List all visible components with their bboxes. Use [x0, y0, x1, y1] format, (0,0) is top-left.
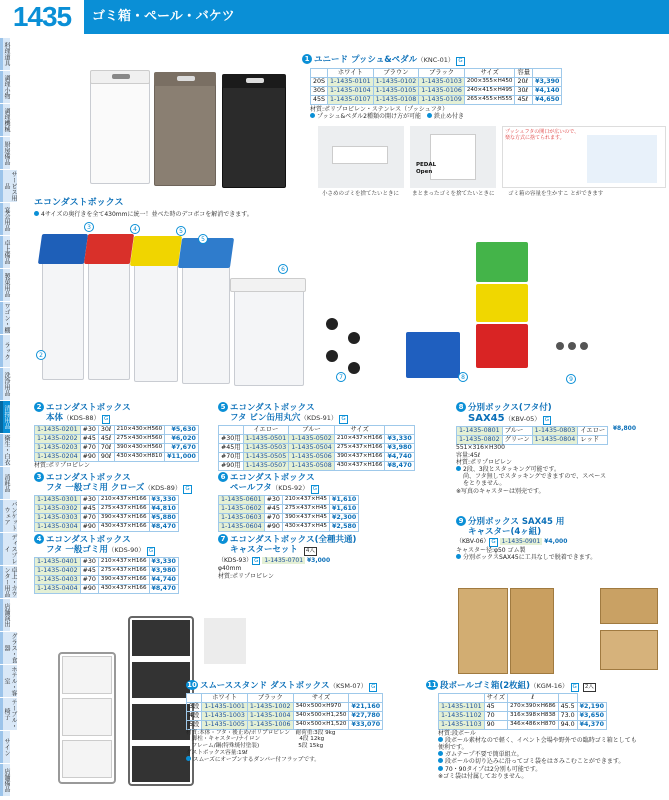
table-cell: 1-1435-0301 [35, 495, 81, 504]
table-cell: 210×437×H166 [98, 557, 149, 566]
table-cell: 1-1435-0402 [35, 566, 81, 575]
table-cell: ¥1,610 [329, 504, 358, 513]
column-header [349, 693, 383, 702]
table-cell: ¥3,390 [533, 77, 562, 86]
econ-intro: エコンダストボックス 4サイズの奥行きを全て430mmに統一！並べた時のデコボコを解消できます。 [34, 198, 334, 218]
sidebar-tab: ディスプレイ [0, 533, 17, 565]
table-cell: 20S [311, 77, 328, 86]
section-sax45: 8 分別ボックス(フタ付) SAX45（KBV-05） G 1-1435-0801 ブルー 1-1435-0803 イエロー 1-1435-0802 グリーン 1-1435-0804 レッド ¥8,800 551×316×H300 容量:45ℓ 材質:ポリプロピレン 2段、3段とスタッキング可能です。 尚、フタ無しでスタッキングできますので、スペースをとりません。 ※写真のキャスターは別売です。 [456, 403, 636, 495]
table-cell: ¥11,000 [165, 452, 199, 461]
sidebar-tab: 卓上備品 [0, 236, 10, 268]
econ-bins-photo: 3 4 5 5 6 2 [26, 222, 316, 392]
table-cell: 390×437×H166 [98, 575, 149, 584]
table-cell: #70 [80, 575, 98, 584]
table-cell: 1-1435-0203 [35, 443, 81, 452]
section-smooth-stand: 10 スムーススタンド ダストボックス（KSM-07） G ホワイト ブラック サイズ 3段 1-1435-1001 1-1435-1002 340×500×H970 ¥21,160 4段 1-1435-1003 1-1435-1004 340×500×H1,250 ¥27,780 5段 1-1435-1005 1-1435-1006 340×500×H1,520 ¥33,070 材質:本体・フタ・後止め/ポリプロピレン 耐荷重:3段 9kg 脚柱・キャスター/ナイロン 4段 12kg フレーム/鋼(特殊焼付塗装) 5段 15kg ダストボックス容量:19ℓ スムーズにオープンするダンパー付フラップです。 [186, 680, 436, 764]
unied-detail-photos: PEDAL Open プッシュフタの開口が広いので、楽な方式に捨てられます。 小さめのゴミを捨てたいときに まとまったゴミを捨てたいときに ゴミ箱の容量を生かすこ とができます [318, 126, 666, 204]
table-row [35, 566, 179, 575]
table-cell: ¥1,610 [329, 495, 358, 504]
table-cell: 20ℓ [515, 77, 533, 86]
table-cell: 1-1435-0604 [219, 522, 265, 531]
table-row [219, 452, 415, 461]
table-cell: ¥8,470 [385, 461, 414, 470]
column-header [311, 68, 328, 77]
section-econ-body: 2 エコンダストボックス 本体（KDS-88） G 1-1435-0201 #30 30ℓ 210×430×H560 ¥5,630 1-1435-0202 #45 45ℓ 275×430×H560 ¥6,020 1-1435-0203 #70 70ℓ 390×430×H560 ¥7,670 1-1435-0204 #90 90ℓ 430×430×H810 ¥11,000 材質:ポリプロピレン [34, 402, 224, 469]
table-cell: 1-1435-0404 [35, 584, 81, 593]
section-sax45-caster: 9 分別ボックス SAX45 用 キャスター(4ヶ組) （KBV-06） G 1-1435-0901 ¥4,000 キャスター径:φ50 ゴム製 分別ボックスSAX45に工具なしで脱着できます。 [456, 517, 597, 562]
table-cell: ¥3,980 [149, 566, 178, 575]
column-header: ブラウン [373, 68, 419, 77]
sax-box-photo: 8 9 [396, 238, 596, 390]
table-cell: #90 [80, 452, 98, 461]
table-cell: 1-1435-0802 [457, 436, 503, 445]
table-cell: 1-1435-0502 [289, 434, 335, 443]
table-cell: ¥3,980 [385, 443, 414, 452]
table-row [219, 495, 359, 504]
sidebar-tab: 料理道具 [0, 38, 10, 70]
table-cell: 1-1435-1101 [439, 702, 485, 711]
table-cell: #30 [80, 495, 98, 504]
table-cell: ¥6,020 [165, 434, 199, 443]
cardboard-photo [450, 582, 668, 678]
table-cell: 30S [311, 86, 328, 95]
table-row [219, 513, 359, 522]
table-row [35, 434, 199, 443]
table-row [35, 452, 199, 461]
table-cell: #30 [80, 425, 98, 434]
table-cell: 1-1435-0507 [243, 461, 289, 470]
table-cell: 3段 [187, 702, 202, 711]
table-cell: 5段 [187, 720, 202, 729]
table-cell: 1-1435-0201 [35, 425, 81, 434]
econ-body-table [34, 425, 199, 462]
table-cell: 210×430×H560 [114, 425, 165, 434]
sidebar-tab: サービス用品 [0, 170, 17, 202]
table-cell: #30 [80, 557, 98, 566]
table-row [311, 86, 562, 95]
table-row [219, 522, 359, 531]
table-cell: 1-1435-1103 [439, 720, 485, 729]
table-row [35, 495, 179, 504]
table-cell: 430×430×H810 [114, 452, 165, 461]
table-cell: 1-1435-0107 [328, 95, 374, 104]
table-cell: 1-1435-0103 [419, 77, 465, 86]
table-cell: 1-1435-0505 [243, 452, 289, 461]
section-econ-general-lid: 4 エコンダストボックス フタ 一般ゴミ用（KDS-90） G 1-1435-0401 #30 210×437×H166 ¥3,330 1-1435-0402 #45 275×437×H166 ¥3,980 1-1435-0403 #70 390×437×H166 ¥4,740 1-1435-0404 #90 430×437×H166 ¥8,470 [34, 534, 224, 594]
table-cell: 270×390×H686 [508, 702, 559, 711]
table-cell: ¥21,160 [349, 702, 383, 711]
column-header [533, 68, 562, 77]
table-cell: ¥4,740 [385, 452, 414, 461]
table-cell: 1-1435-0304 [35, 522, 81, 531]
column-header: ブラック [247, 693, 293, 702]
table-cell: 240×415×H495 [464, 86, 515, 95]
column-header [219, 425, 244, 434]
page-header [0, 0, 669, 34]
table-cell: 1-1435-0504 [289, 443, 335, 452]
sidebar-tab: 宴会用品 [0, 203, 10, 235]
table-cell: ブルー [502, 427, 532, 436]
sidebar-tab: バンケットウェア [0, 500, 17, 532]
table-cell: ¥4,650 [533, 95, 562, 104]
unied-table [310, 68, 562, 105]
table-cell: 73.0 [558, 711, 577, 720]
table-cell: 1-1435-0801 [457, 427, 503, 436]
table-row [439, 720, 607, 729]
table-cell: #90 [80, 584, 98, 593]
table-cell: 275×437×H45 [282, 504, 329, 513]
table-cell: #90用 [219, 461, 244, 470]
table-cell: 1-1435-0601 [219, 495, 265, 504]
table-cell: 1-1435-1005 [202, 720, 248, 729]
table-cell: 340×500×H1,250 [293, 711, 349, 720]
table-cell: ¥3,330 [149, 557, 178, 566]
sidebar-tab: ラック [0, 335, 10, 367]
table-cell: 430×437×H45 [282, 522, 329, 531]
table-cell: 390×437×H166 [334, 452, 385, 461]
table-cell: ¥3,330 [149, 495, 178, 504]
column-header [439, 693, 485, 702]
table-cell: #45 [264, 504, 282, 513]
table-cell: ¥5,630 [165, 425, 199, 434]
table-cell: ¥2,580 [329, 522, 358, 531]
table-cell: 275×437×H166 [334, 443, 385, 452]
table-cell: ¥4,370 [577, 720, 606, 729]
table-cell: 1-1435-0508 [289, 461, 335, 470]
table-cell: #70 [80, 443, 98, 452]
column-header [385, 425, 414, 434]
table-cell: 1-1435-0104 [328, 86, 374, 95]
table-cell: 1-1435-0804 [532, 436, 578, 445]
table-cell: 1-1435-0109 [419, 95, 465, 104]
sidebar-tab: サイン [0, 731, 10, 763]
column-header: ホワイト [202, 693, 248, 702]
table-cell: 1-1435-0101 [328, 77, 374, 86]
econ-title: エコンダストボックス [34, 198, 124, 208]
sidebar-tab: 製菓用品 [0, 269, 10, 301]
table-cell: 45.5 [558, 702, 577, 711]
table-cell: 430×437×H166 [334, 461, 385, 470]
table-cell: ¥27,780 [349, 711, 383, 720]
table-cell: 346×486×H870 [508, 720, 559, 729]
table-cell: ¥2,190 [577, 702, 606, 711]
table-cell: 45ℓ [98, 434, 114, 443]
table-cell: 1-1435-0202 [35, 434, 81, 443]
table-row [311, 77, 562, 86]
category-sidebar [0, 38, 22, 800]
table-row [439, 702, 607, 711]
table-cell: 200×355×H450 [464, 77, 515, 86]
table-cell: 1-1435-0106 [419, 86, 465, 95]
table-cell: #70 [80, 513, 98, 522]
table-row [187, 711, 383, 720]
table-cell: ¥3,650 [577, 711, 606, 720]
sidebar-tab: ワゴン・棚 [0, 302, 10, 334]
table-cell: 1-1435-0603 [219, 513, 265, 522]
table-cell: 316×398×H838 [508, 711, 559, 720]
page-title: ゴミ箱・ペール・バケツ [92, 9, 235, 24]
table-cell: レッド [578, 436, 608, 445]
section-title: ユニード プッシュ&ペダル [314, 55, 418, 65]
sidebar-tab: 消耗品 [0, 467, 10, 499]
sidebar-tab: 店舗演出 [0, 599, 10, 631]
table-cell: 1-1435-1002 [247, 702, 293, 711]
sidebar-tab: 調理機械 [0, 104, 10, 136]
table-cell: ¥4,810 [149, 504, 178, 513]
table-cell: 30ℓ [98, 425, 114, 434]
table-cell: ¥2,300 [329, 513, 358, 522]
table-cell: 1-1435-0303 [35, 513, 81, 522]
table-row [35, 584, 179, 593]
table-row [35, 504, 179, 513]
table-cell: 45 [484, 702, 507, 711]
table-cell: ¥4,140 [533, 86, 562, 95]
table-cell: 94.0 [558, 720, 577, 729]
sidebar-tab: ホテル・客室 [0, 665, 17, 697]
table-cell: ¥4,740 [149, 575, 178, 584]
table-cell: 275×437×H166 [98, 566, 149, 575]
column-header: ホワイト [328, 68, 374, 77]
column-header: イエロー [243, 425, 289, 434]
table-cell: 340×500×H970 [293, 702, 349, 711]
table-row [35, 443, 199, 452]
column-header: サイズ [334, 425, 385, 434]
sidebar-tab: 衛生・白衣 [0, 434, 10, 466]
section-econ-pail-lid: 6 エコンダストボックス ペールフタ（KDS-92） G 1-1435-0601 #30 210×437×H45 ¥1,610 1-1435-0602 #45 275×437×H45 ¥1,610 1-1435-0603 #70 390×437×H45 ¥2,300 1-1435-0604 #90 430×437×H45 ¥2,580 [218, 472, 418, 532]
table-cell: 1-1435-1006 [247, 720, 293, 729]
table-cell: 70 [484, 711, 507, 720]
section-unied: 1 ユニード プッシュ&ペダル（KNC-01） G ホワイト ブラウン ブラック サイズ 容量 20S 1-1435-0101 1-1435-0102 1-1435-0103 200×355×H450 20ℓ ¥3,390 30S 1-1435-0104 1-1435-0105 1-1435-0106 240×415×H495 30ℓ ¥4,140 45S 1-1435-0107 1-1435-0108 1-1435-0109 265×455×H555 45ℓ ¥4,650 材質:ポリプロピレン・ステンレス（プッシュフタ） プッシュ&ペダル2種類の開け方が可能 鉄止め付き [302, 54, 667, 120]
unied-bins-photo [82, 60, 298, 195]
table-cell: 390×437×H45 [282, 513, 329, 522]
table-cell: 1-1435-0401 [35, 557, 81, 566]
section-cardboard: 11 段ボールゴミ箱(2枚組)（KGM-16） G 2入 サイズ ℓ 1-1435-1101 45 270×390×H686 45.5 ¥2,190 1-1435-1102 70 316×398×H838 73.0 ¥3,650 1-1435-1103 90 346×486×H870 94.0 ¥4,370 材質:段ボール 段ボール素材なので軽く、イベント会場や野外での臨時ゴミ箱としても便利です。 ガムテープ不要で簡単組立。 段ボールの切り込みに沿ってゴミ袋をはさみこむことができます。 70・90タイプは2分別も可能です。 ※ゴミ袋は付属しておりません。 [427, 681, 637, 780]
sidebar-tab: 卓上・カウンター用品 [0, 566, 17, 598]
table-cell: #90 [264, 522, 282, 531]
table-cell: グリーン [502, 436, 532, 445]
table-row [35, 425, 199, 434]
page-number: 1435 [0, 0, 84, 34]
table-cell: #45 [80, 566, 98, 575]
table-cell: 1-1435-0803 [532, 427, 578, 436]
table-cell: 340×500×H1,520 [293, 720, 349, 729]
table-cell: 1-1435-0102 [373, 77, 419, 86]
table-cell: 210×437×H166 [98, 495, 149, 504]
table-cell: 265×455×H555 [464, 95, 515, 104]
table-cell: 390×430×H560 [114, 443, 165, 452]
sidebar-tab: 厨房備品 [0, 137, 10, 169]
table-cell: #70 [264, 513, 282, 522]
sidebar-tab: 店舗備品 [0, 764, 10, 796]
table-cell: 30ℓ [515, 86, 533, 95]
table-row [35, 575, 179, 584]
table-cell: 45ℓ [515, 95, 533, 104]
table-cell: ¥8,470 [149, 522, 178, 531]
table-cell: 1-1435-1004 [247, 711, 293, 720]
table-cell: 1-1435-0602 [219, 504, 265, 513]
table-cell: #70用 [219, 452, 244, 461]
table-cell: ¥33,070 [349, 720, 383, 729]
table-cell: 1-1435-0503 [243, 443, 289, 452]
section-econ-can-lid: 5 エコンダストボックス フタ ビン缶用丸穴（KDS-91） G イエロー ブルー サイズ #30用 1-1435-0501 1-1435-0502 210×437×H166 ¥3,330 #45用 1-1435-0503 1-1435-0504 275×437×H166 ¥3,980 #70用 1-1435-0505 1-1435-0506 390×437×H166 ¥4,740 #90用 1-1435-0507 1-1435-0508 430×437×H166 ¥8,470 [218, 402, 448, 471]
table-row [187, 702, 383, 711]
section-econ-close-lid: 3 エコンダストボックス フタ 一般ゴミ用 クローズ（KDS-89） G 1-1435-0301 #30 210×437×H166 ¥3,330 1-1435-0302 #45 275×437×H166 ¥4,810 1-1435-0303 #70 390×437×H166 ¥5,880 1-1435-0304 #90 430×437×H166 ¥8,470 [34, 472, 224, 532]
table-cell: 210×437×H45 [282, 495, 329, 504]
table-row [35, 522, 179, 531]
table-cell: 1-1435-0204 [35, 452, 81, 461]
column-header [558, 693, 577, 702]
table-cell: ¥3,330 [385, 434, 414, 443]
table-cell: 430×437×H166 [98, 522, 149, 531]
table-cell: 430×437×H166 [98, 584, 149, 593]
table-cell: 90ℓ [98, 452, 114, 461]
table-cell: 210×437×H166 [334, 434, 385, 443]
table-cell: ¥8,470 [149, 584, 178, 593]
table-cell: 390×437×H166 [98, 513, 149, 522]
table-cell: 1-1435-1001 [202, 702, 248, 711]
section-econ-caster: 7 エコンダストボックス(全種共通) キャスターセット 4入 （KDS-93） G 1-1435-0701 ¥3,000 φ40mm 材質:ポリプロピレン [218, 535, 357, 580]
caster-photo: 7 [318, 310, 378, 390]
column-header: サイズ [464, 68, 515, 77]
table-row [35, 557, 179, 566]
table-row [457, 436, 608, 445]
sidebar-tab: グラス・食器 [0, 632, 17, 664]
column-header: ブルー [289, 425, 335, 434]
table-cell: #30用 [219, 434, 244, 443]
table-row [219, 461, 415, 470]
table-row [219, 504, 359, 513]
table-cell: 275×430×H560 [114, 434, 165, 443]
table-cell: イエロー [578, 427, 608, 436]
column-header: ブラック [419, 68, 465, 77]
table-row [439, 711, 607, 720]
table-row [35, 513, 179, 522]
sidebar-tab: 洗浄用品 [0, 368, 10, 400]
table-row [219, 434, 415, 443]
table-cell: 1-1435-0403 [35, 575, 81, 584]
column-header: サイズ [293, 693, 349, 702]
table-cell: 1-1435-0506 [289, 452, 335, 461]
table-cell: 275×437×H166 [98, 504, 149, 513]
table-cell: 1-1435-1102 [439, 711, 485, 720]
table-cell: 4段 [187, 711, 202, 720]
table-cell: 1-1435-1003 [202, 711, 248, 720]
table-cell: 1-1435-0108 [373, 95, 419, 104]
table-cell: #45用 [219, 443, 244, 452]
table-cell: ¥7,670 [165, 443, 199, 452]
sidebar-tab: 調理小物 [0, 71, 10, 103]
table-cell: #45 [80, 434, 98, 443]
table-row [311, 95, 562, 104]
table-row [219, 443, 415, 452]
table-cell: 90 [484, 720, 507, 729]
table-row [187, 720, 383, 729]
column-header: サイズ [484, 693, 507, 702]
table-cell: #45 [80, 504, 98, 513]
table-cell: 70ℓ [98, 443, 114, 452]
sidebar-tab: 清掃用品 [0, 401, 10, 433]
table-cell: 1-1435-0501 [243, 434, 289, 443]
table-cell: 1-1435-0105 [373, 86, 419, 95]
table-cell: 45S [311, 95, 328, 104]
column-header: 容量 [515, 68, 533, 77]
table-cell: ¥5,880 [149, 513, 178, 522]
sidebar-tab: テーブル・椅子 [0, 698, 17, 730]
column-header: ℓ [508, 693, 559, 702]
column-header [187, 693, 202, 702]
table-cell: 1-1435-0302 [35, 504, 81, 513]
table-cell: #90 [80, 522, 98, 531]
table-cell: #30 [264, 495, 282, 504]
